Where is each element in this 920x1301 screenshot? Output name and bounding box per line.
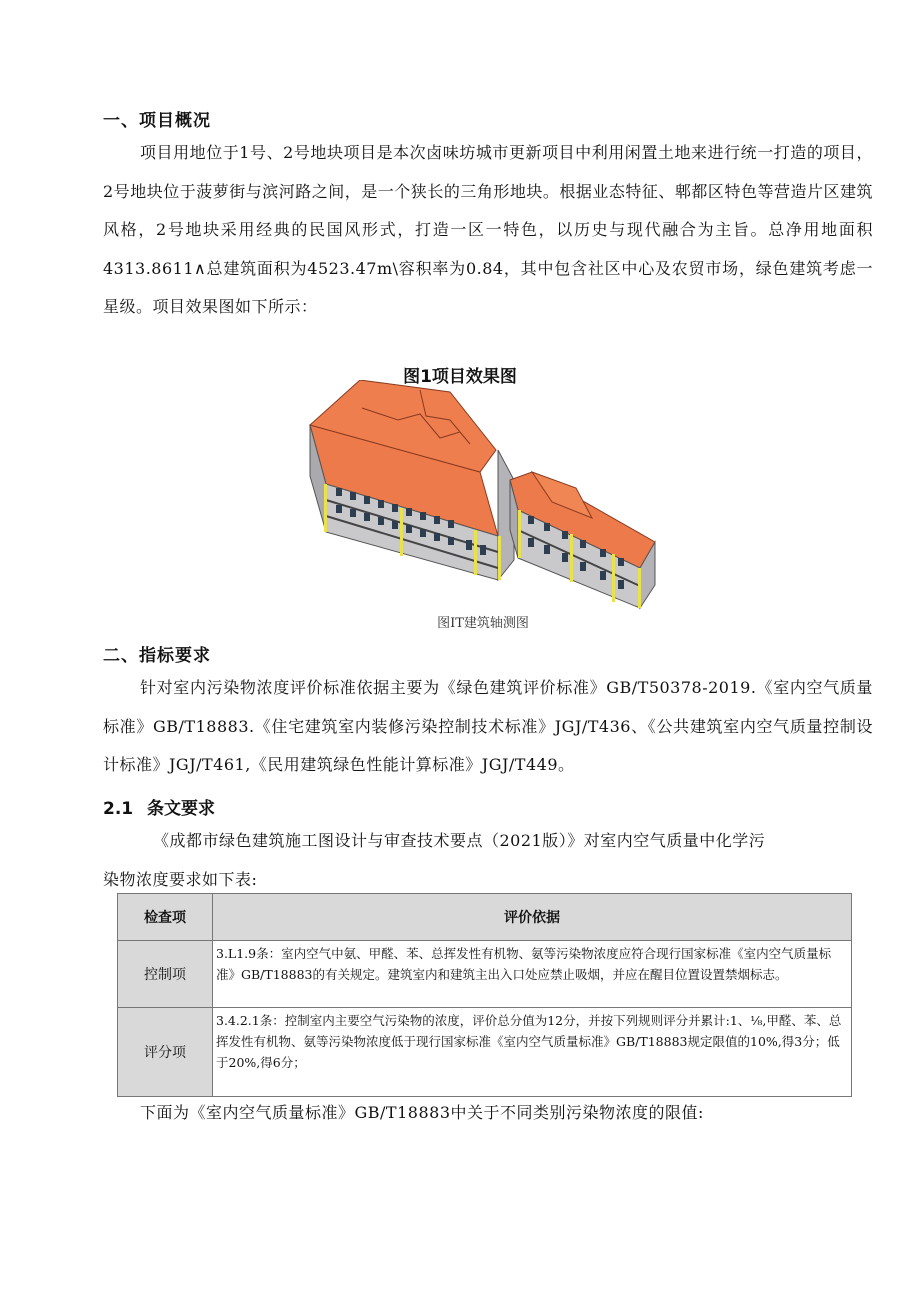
requirements-paragraph: 针对室内污染物浓度评价标准依据主要为《绿色建筑评价标准》GB/T50378-2019.《室内空气质量标准》GB/T18883.《住宅建筑室内装修污染控制技术标准》JGJ/T436、《公共建筑室内空气质量控制设计标准》JGJ/T461,《民用建筑绿色性能计算标准》JGJ/T449。	[103, 678, 873, 774]
figure-title: 图1项目效果图	[403, 367, 517, 387]
table-header-item: 检查项	[118, 894, 213, 941]
criteria-table	[117, 893, 852, 1097]
subsection-intro-line1: 《成都市绿色建筑施工图设计与审查技术要点（2021版）》对室内空气质量中化学污	[153, 831, 766, 850]
left-building	[310, 380, 514, 580]
table-header-basis: 评价依据	[213, 894, 852, 941]
row-label-score: 评分项	[118, 1008, 213, 1097]
right-building	[510, 472, 655, 608]
section-heading-overview: 一、项目概况	[103, 111, 211, 131]
subsection-title: 条文要求	[147, 799, 215, 819]
section-heading-requirements: 二、指标要求	[103, 646, 211, 666]
table-row	[118, 1008, 852, 1097]
subsection-number: 2.1	[103, 799, 134, 819]
building-axonometric-image	[300, 380, 670, 612]
footer-text: 下面为《室内空气质量标准》GB/T18883中关于不同类别污染物浓度的限值:	[140, 1103, 704, 1122]
row-text-control: 3.L1.9条：室内空气中氨、甲醛、苯、总挥发性有机物、氨等污染物浓度应符合现行国家标准《室内空气质量标准》GB/T18883的有关规定。建筑室内和建筑主出入口处应禁止吸烟，并应在醒目位置设置禁烟标志。	[213, 941, 852, 1008]
overview-paragraph: 项目用地位于1号、2号地块项目是本次卤味坊城市更新项目中利用闲置土地来进行统一打造的项目，2号地块位于菠萝街与滨河路之间，是一个狭长的三角形地块。根据业态特征、郫都区特色等营造片区建筑风格，2号地块采用经典的民国风形式，打造一区一特色，以历史与现代融合为主旨。总净用地面积4313.8611∧总建筑面积为4523.47m\容积率为0.84，其中包含社区中心及农贸市场，绿色建筑考虑一星级。项目效果图如下所示：	[103, 143, 873, 316]
subsection-heading	[103, 794, 215, 819]
subsection-intro-line2: 染物浓度要求如下表:	[103, 870, 258, 889]
row-label-control: 控制项	[118, 941, 213, 1008]
table-header-row	[118, 894, 852, 941]
figure-caption: 图IT建筑轴测图	[437, 616, 529, 631]
table-row	[118, 941, 852, 1008]
row-text-score: 3.4.2.1条：控制室内主要空气污染物的浓度，评价总分值为12分，并按下列规则评分并累计:1、⅛,甲醛、苯、总挥发性有机物、氨等污染物浓度低于现行国家标准《室内空气质量标准》GB/T18883规定限值的10%,得3分；低于20%,得6分；	[213, 1008, 852, 1097]
